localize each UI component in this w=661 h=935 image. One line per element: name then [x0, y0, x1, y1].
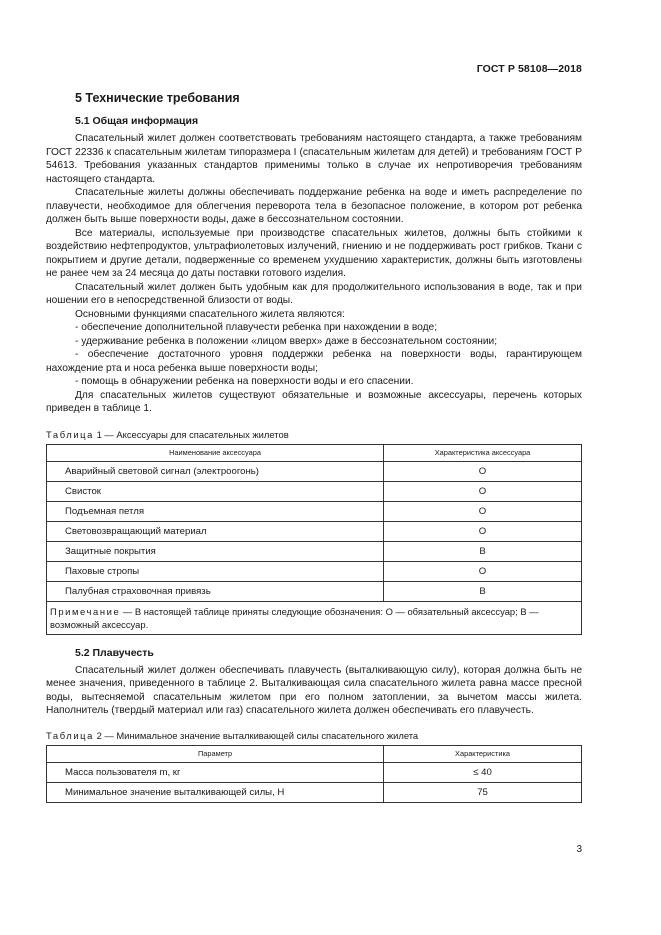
paragraph: Спасательный жилет должен соответствовать требованиям настоящего стандарта, а также требованиям ГОСТ 22336 к спасательным жилетам типоразмера I (спасательным жилетам для детей) и требованиям ГОСТ Р 54613. Требования указанных стандартов применимы только в случае их непротиворечия требованиям настоящего стандарта. [46, 133, 582, 185]
table-cell: Защитные покрытия [47, 541, 384, 561]
table-cell: О [384, 561, 582, 581]
table-cell: В [384, 541, 582, 561]
table-row [47, 561, 582, 581]
table-row [47, 581, 582, 601]
table-row [47, 521, 582, 541]
list-item: - обеспечение достаточного уровня поддержки ребенка на поверхности воды, гарантирующем нахождение рта и носа ребенка выше поверхности воды; [46, 349, 582, 374]
page-content [46, 88, 582, 803]
table-cell: Минимальное значение выталкивающей силы, Н [47, 782, 384, 802]
list-item: - удерживание ребенка в положении «лицом вверх» даже в бессознательном состоянии; [75, 335, 498, 347]
caption-text: 1 — Аксессуары для спасательных жилетов [96, 428, 289, 440]
table-cell: 75 [384, 782, 582, 802]
table-row [47, 461, 582, 481]
table-header-row [47, 745, 582, 762]
page-number: 3 [576, 844, 582, 855]
column-header: Характеристика аксессуара [384, 444, 582, 461]
column-header: Параметр [47, 745, 384, 762]
column-header: Характеристика [384, 745, 582, 762]
table-note-row [47, 601, 582, 634]
buoyancy-table [46, 745, 582, 803]
table-row [47, 782, 582, 802]
table-row [47, 762, 582, 782]
caption-word: Таблица [46, 729, 94, 741]
document-code: ГОСТ Р 58108—2018 [476, 63, 582, 75]
column-header: Наименование аксессуара [47, 444, 384, 461]
paragraph: Спасательный жилет должен быть удобным как для продолжительного использования в воде, так и при ношении его в непосредственной близости от воды. [46, 281, 582, 306]
table-row [47, 481, 582, 501]
table-cell: ≤ 40 [384, 762, 582, 782]
paragraph: Спасательные жилеты должны обеспечивать поддержание ребенка на воде и иметь распределение по плавучести, необходимое для облегчения переворота тела в безопасное положение, в котором рот ребенка должен быть выше поверхности воды, даже в бессознательном состоянии. [46, 187, 582, 225]
note-word: Примечание [50, 605, 121, 617]
table-cell: О [384, 501, 582, 521]
table-cell: О [384, 521, 582, 541]
table-cell: Свисток [47, 481, 384, 501]
paragraph: Спасательный жилет должен обеспечивать плавучесть (выталкивающую силу), которая должна быть не менее значения, приведенного в таблице 2. Выталкивающая сила спасательного жилета равна массе пресной воды, вытесняемой спасательным жилетом при его полном затоплении, за вычетом массы жилета. Наполнитель (твердый материал или газ) спасательного жилета должен обеспечивать его плавучесть. [46, 664, 582, 716]
paragraph: Все материалы, используемые при производстве спасательных жилетов, должны быть стойкими к воздействию нефтепродуктов, ультрафиолетовых излучений, гниению и не поддерживать рост грибков. Ткани с покрытием и другие детали, подверженные со временем ухудшению характеристик, должны быть изготовлены не ранее чем за 24 месяца до даты поставки готового изделия. [46, 227, 582, 279]
table-cell: Паховые стропы [47, 561, 384, 581]
table-row [47, 541, 582, 561]
subsection-title: 5.2 Плавучесть [75, 646, 154, 659]
table1-caption [46, 429, 582, 440]
paragraph: Для спасательных жилетов существуют обязательные и возможные аксессуары, перечень которых приведен в таблице 1. [46, 389, 582, 414]
table-cell: Световозвращающий материал [47, 521, 384, 541]
note-text: — В настоящей таблице приняты следующие обозначения: О — обязательный аксессуар; В — возможный аксессуар. [50, 605, 539, 630]
table-cell: Палубная страховочная привязь [47, 581, 384, 601]
caption-word: Таблица [46, 428, 94, 440]
table2-caption [46, 730, 582, 741]
table-cell: Подъемная петля [47, 501, 384, 521]
table-cell: О [384, 481, 582, 501]
table-cell: О [384, 461, 582, 481]
table-header-row [47, 444, 582, 461]
paragraph: Основными функциями спасательного жилета являются: [75, 308, 345, 320]
list-item: - помощь в обнаружении ребенка на поверхности воды и его спасении. [75, 376, 414, 387]
table-row [47, 501, 582, 521]
section-title: 5 Технические требования [75, 91, 240, 105]
table-cell: Аварийный световой сигнал (электроогонь) [47, 461, 384, 481]
table-cell: В [384, 581, 582, 601]
accessories-table [46, 444, 582, 635]
caption-text: 2 — Минимальное значение выталкивающей силы спасательного жилета [96, 729, 419, 741]
subsection-title: 5.1 Общая информация [75, 115, 199, 127]
table-cell: Масса пользователя m, кг [47, 762, 384, 782]
list-item: - обеспечение дополнительной плавучести ребенка при нахождении в воде; [75, 322, 438, 333]
table-note [47, 601, 582, 634]
